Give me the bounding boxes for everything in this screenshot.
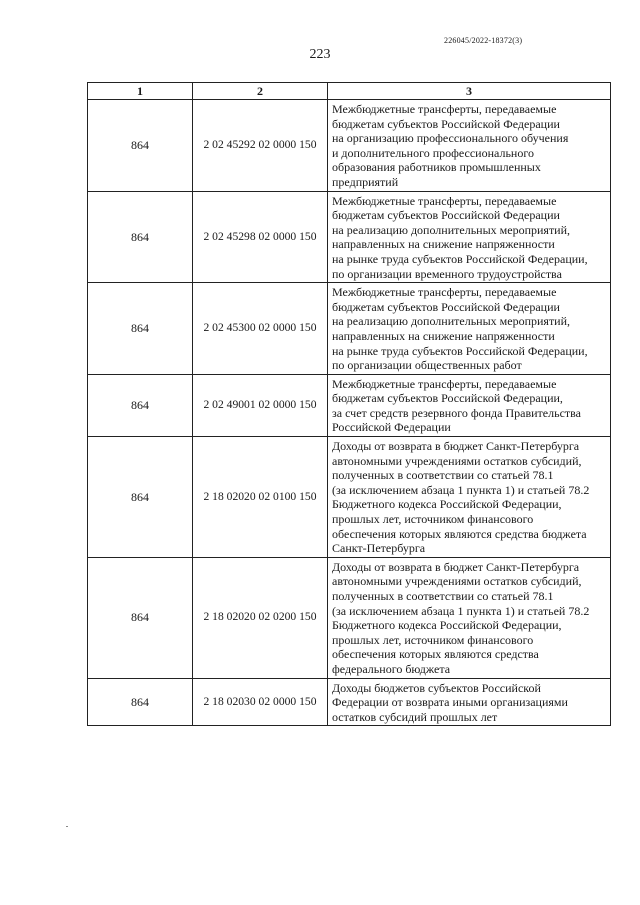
table-row — [88, 283, 611, 375]
table-row — [88, 100, 611, 192]
budget-code-cell: 2 02 49001 02 0000 150 — [193, 374, 328, 436]
description-line: Бюджетного кодекса Российской Федерации, — [332, 497, 562, 512]
table-row — [88, 374, 611, 436]
description-cell — [328, 191, 611, 283]
description-line: Межбюджетные трансферты, передаваемые — [332, 193, 557, 208]
description-line: Межбюджетные трансферты, передаваемые — [332, 102, 557, 116]
description-line: бюджетам субъектов Российской Федерации — [332, 299, 560, 314]
description-cell — [328, 100, 611, 192]
description-line: Межбюджетные трансферты, передаваемые — [332, 376, 557, 391]
description-cell — [328, 557, 611, 678]
table-row — [88, 678, 611, 726]
description-line: автономными учреждениями остатков субсидий, — [332, 574, 582, 589]
description-line: прошлых лет, источником финансового — [332, 512, 534, 527]
column-header-2: 2 — [193, 83, 328, 100]
description-line: предприятий — [332, 174, 399, 189]
description-line: образования работников промышленных — [332, 160, 541, 175]
admin-code-cell: 864 — [88, 437, 193, 558]
table-row — [88, 557, 611, 678]
description-line: на рынке труда субъектов Российской Федерации, — [332, 343, 588, 358]
description-line: на рынке труда субъектов Российской Федерации, — [332, 251, 588, 266]
description-line: автономными учреждениями остатков субсидий, — [332, 453, 582, 468]
description-line: Санкт-Петербурга — [332, 541, 426, 556]
description-line: на реализацию дополнительных мероприятий, — [332, 314, 571, 329]
budget-code-cell: 2 18 02030 02 0000 150 — [193, 678, 328, 726]
description-line: прошлых лет, источником финансового — [332, 632, 534, 647]
description-line: Доходы бюджетов субъектов Российской — [332, 680, 541, 695]
description-line: (за исключением абзаца 1 пункта 1) и статьей 78.2 — [332, 482, 590, 497]
description-line: на организацию профессионального обучения — [332, 131, 569, 146]
description-cell — [328, 678, 611, 726]
admin-code-cell: 864 — [88, 100, 193, 192]
description-line: Федерации от возврата иными организациями — [332, 695, 568, 710]
description-line: обеспечения которых являются средства бюджета — [332, 526, 587, 541]
description-line: Доходы от возврата в бюджет Санкт-Петербурга — [332, 439, 580, 454]
description-line: по организации общественных работ — [332, 358, 522, 373]
description-line: Доходы от возврата в бюджет Санкт-Петербурга — [332, 559, 580, 574]
description-line: направленных на снижение напряженности — [332, 328, 555, 343]
budget-code-cell: 2 02 45298 02 0000 150 — [193, 191, 328, 283]
description-cell — [328, 374, 611, 436]
description-line: направленных на снижение напряженности — [332, 237, 555, 252]
budget-code-cell: 2 02 45292 02 0000 150 — [193, 100, 328, 192]
description-cell — [328, 283, 611, 375]
admin-code-cell: 864 — [88, 283, 193, 375]
budget-code-cell: 2 02 45300 02 0000 150 — [193, 283, 328, 375]
admin-code-cell: 864 — [88, 557, 193, 678]
table-header — [88, 83, 611, 100]
table-body — [88, 100, 611, 726]
budget-classification-table — [87, 82, 611, 726]
budget-code-cell: 2 18 02020 02 0100 150 — [193, 437, 328, 558]
description-line: полученных в соответствии со статьей 78.1 — [332, 468, 554, 483]
admin-code-cell: 864 — [88, 374, 193, 436]
description-line: федерального бюджета — [332, 661, 451, 676]
description-line: бюджетам субъектов Российской Федерации — [332, 116, 560, 131]
description-line: за счет средств резервного фонда Правительства — [332, 405, 581, 420]
description-line: остатков субсидий прошлых лет — [332, 709, 498, 724]
description-line: обеспечения которых являются средства — [332, 647, 539, 662]
description-line: Российской Федерации — [332, 420, 451, 435]
description-line: бюджетам субъектов Российской Федерации — [332, 208, 560, 223]
column-header-3: 3 — [328, 83, 611, 100]
description-line: Бюджетного кодекса Российской Федерации, — [332, 618, 562, 633]
description-line: Межбюджетные трансферты, передаваемые — [332, 285, 557, 300]
description-line: на реализацию дополнительных мероприятий, — [332, 222, 571, 237]
description-line: бюджетам субъектов Российской Федерации, — [332, 391, 563, 406]
description-line: по организации временного трудоустройства — [332, 266, 562, 281]
column-header-1: 1 — [88, 83, 193, 100]
budget-code-cell: 2 18 02020 02 0200 150 — [193, 557, 328, 678]
description-line: полученных в соответствии со статьей 78.1 — [332, 589, 554, 603]
table-row — [88, 191, 611, 283]
header-row — [88, 83, 611, 100]
admin-code-cell: 864 — [88, 678, 193, 726]
description-cell — [328, 437, 611, 558]
description-line: и дополнительного профессионального — [332, 145, 534, 160]
admin-code-cell: 864 — [88, 191, 193, 283]
page-number: 223 — [309, 47, 331, 62]
description-line: (за исключением абзаца 1 пункта 1) и статьей 78.2 — [332, 603, 590, 618]
scan-mark — [66, 826, 68, 827]
table-row — [88, 437, 611, 558]
doc-number: 226045/2022-18372(3) — [444, 36, 523, 45]
